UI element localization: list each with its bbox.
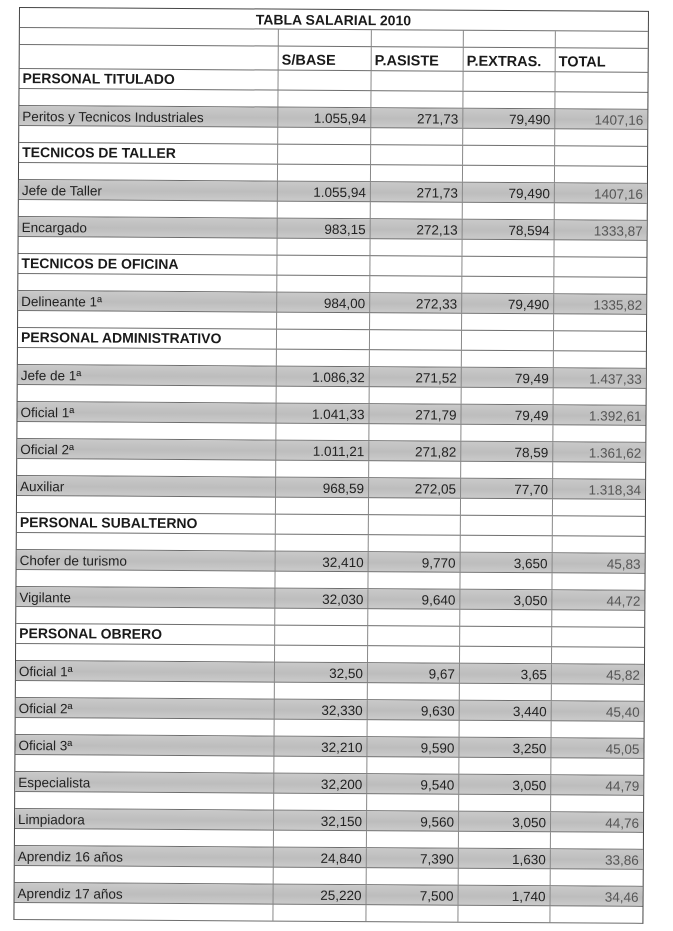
total-cell: 1407,16 [594, 112, 644, 128]
total-cell: 1.361,62 [588, 445, 642, 461]
header-label [20, 45, 279, 70]
p-extras-cell: 78,59 [461, 442, 553, 462]
p-asiste-cell: 271,52 [370, 367, 462, 387]
p-asiste-cell: 271,79 [369, 404, 461, 424]
p-extras-cell: 1,740 [459, 886, 551, 906]
s-base-cell: 32,210 [274, 737, 367, 757]
total-cell: 34,46 [604, 889, 639, 905]
job-title-cell: Delineante 1ª [18, 291, 277, 312]
p-extras-cell: 3,050 [459, 812, 551, 832]
p-extras-cell: 1,630 [459, 849, 551, 869]
p-extras-cell: 79,490 [462, 294, 554, 314]
job-title-cell: Oficial 2ª [16, 698, 275, 719]
p-extras-cell: 3,65 [460, 664, 552, 684]
job-title-cell: Oficial 1ª [17, 402, 276, 423]
section-title: TECNICOS DE OFICINA [18, 254, 277, 275]
p-asiste-cell: 271,73 [371, 182, 463, 202]
job-title-cell: Jefe de Taller [19, 180, 278, 201]
p-asiste-cell: 271,73 [371, 108, 463, 128]
p-asiste-cell: 272,13 [371, 219, 463, 239]
header-total: TOTAL [558, 54, 606, 71]
s-base-cell: 1.055,94 [278, 108, 371, 128]
table-body [14, 69, 647, 924]
table-title: TABLA SALARIAL 2010 [255, 11, 412, 29]
s-base-cell: 32,200 [274, 774, 367, 794]
job-title-cell: Encargado [19, 217, 278, 238]
job-title-cell: Oficial 2ª [17, 439, 276, 460]
p-asiste-cell: 7,390 [367, 848, 459, 868]
p-extras-cell: 3,250 [459, 738, 551, 758]
total-cell: 45,83 [606, 556, 641, 572]
total-cell: 1407,16 [594, 186, 643, 202]
job-title-cell: Jefe de 1ª [18, 365, 277, 386]
p-asiste-cell: 9,640 [368, 589, 460, 609]
s-base-cell: 1.086,32 [277, 367, 370, 387]
p-asiste-cell: 7,500 [367, 885, 459, 905]
header-p-asiste: P.ASISTE [372, 47, 464, 71]
s-base-cell: 32,030 [275, 589, 368, 609]
job-title-cell: Aprendiz 17 años [15, 883, 274, 904]
section-title: PERSONAL ADMINISTRATIVO [18, 328, 277, 349]
total-cell: 44,79 [605, 778, 640, 794]
p-extras-cell: 3,440 [460, 701, 552, 721]
s-base-cell: 1.055,94 [278, 182, 371, 202]
p-extras-cell: 78,594 [463, 220, 555, 240]
s-base-cell: 32,150 [274, 811, 367, 831]
p-asiste-cell: 9,560 [367, 811, 459, 831]
s-base-cell: 24,840 [274, 848, 367, 868]
total-cell: 44,76 [605, 815, 640, 831]
total-cell: 33,86 [604, 852, 639, 868]
salary-table [13, 7, 649, 924]
job-title-cell: Auxiliar [17, 476, 276, 497]
job-title-cell: Limpiadora [15, 809, 274, 830]
section-title: PERSONAL TITULADO [20, 69, 279, 90]
total-cell: 1333,87 [593, 223, 643, 239]
s-base-cell: 1.011,21 [276, 441, 369, 461]
total-cell: 1.392,61 [588, 408, 642, 424]
total-cell: 1335,82 [593, 297, 643, 313]
header-s-base: S/BASE [279, 47, 372, 71]
p-asiste-cell: 9,630 [368, 700, 460, 720]
p-asiste-cell: 9,67 [368, 663, 460, 683]
p-extras-cell: 77,70 [461, 479, 553, 499]
total-cell: 45,40 [605, 704, 640, 720]
s-base-cell: 32,50 [275, 663, 368, 683]
job-title-cell: Oficial 1ª [16, 661, 275, 682]
section-title: PERSONAL SUBALTERNO [17, 513, 276, 534]
p-extras-cell: 3,050 [460, 590, 552, 610]
p-asiste-cell: 271,82 [369, 441, 461, 461]
p-asiste-cell: 9,590 [367, 737, 459, 757]
section-title: PERSONAL OBRERO [16, 624, 275, 645]
total-cell: 45,82 [606, 667, 640, 683]
job-title-cell: Aprendiz 16 años [15, 846, 274, 867]
s-base-cell: 32,330 [275, 700, 368, 720]
header-p-extras: P.EXTRAS. [464, 48, 556, 72]
p-extras-cell: 79,490 [463, 109, 555, 129]
job-title-cell: Vigilante [16, 587, 275, 608]
job-title-cell: Peritos y Tecnicos Industriales [19, 106, 278, 127]
p-asiste-cell: 9,770 [369, 552, 461, 572]
job-title-cell: Especialista [15, 772, 274, 793]
s-base-cell: 983,15 [278, 219, 371, 239]
s-base-cell: 32,410 [276, 552, 369, 572]
p-asiste-cell: 272,33 [370, 293, 462, 313]
job-title-cell: Oficial 3ª [15, 735, 274, 756]
p-extras-cell: 3,650 [461, 553, 553, 573]
p-asiste-cell: 9,540 [367, 774, 459, 794]
s-base-cell: 25,220 [274, 885, 367, 905]
spacer-row [14, 903, 642, 924]
s-base-cell: 968,59 [276, 478, 369, 498]
p-extras-cell: 79,49 [461, 405, 553, 425]
job-title-cell: Chofer de turismo [17, 550, 276, 571]
p-extras-cell: 3,050 [459, 775, 551, 795]
total-cell: 44,72 [606, 593, 641, 609]
total-cell: 45,05 [605, 741, 640, 757]
total-cell: 1.437,33 [589, 371, 642, 387]
p-extras-cell: 79,490 [463, 183, 555, 203]
total-cell: 1.318,34 [588, 482, 642, 498]
s-base-cell: 1.041,33 [276, 404, 369, 424]
s-base-cell: 984,00 [277, 293, 370, 313]
section-title: TECNICOS DE TALLER [19, 143, 278, 164]
p-extras-cell: 79,49 [462, 368, 554, 388]
p-asiste-cell: 272,05 [369, 478, 461, 498]
